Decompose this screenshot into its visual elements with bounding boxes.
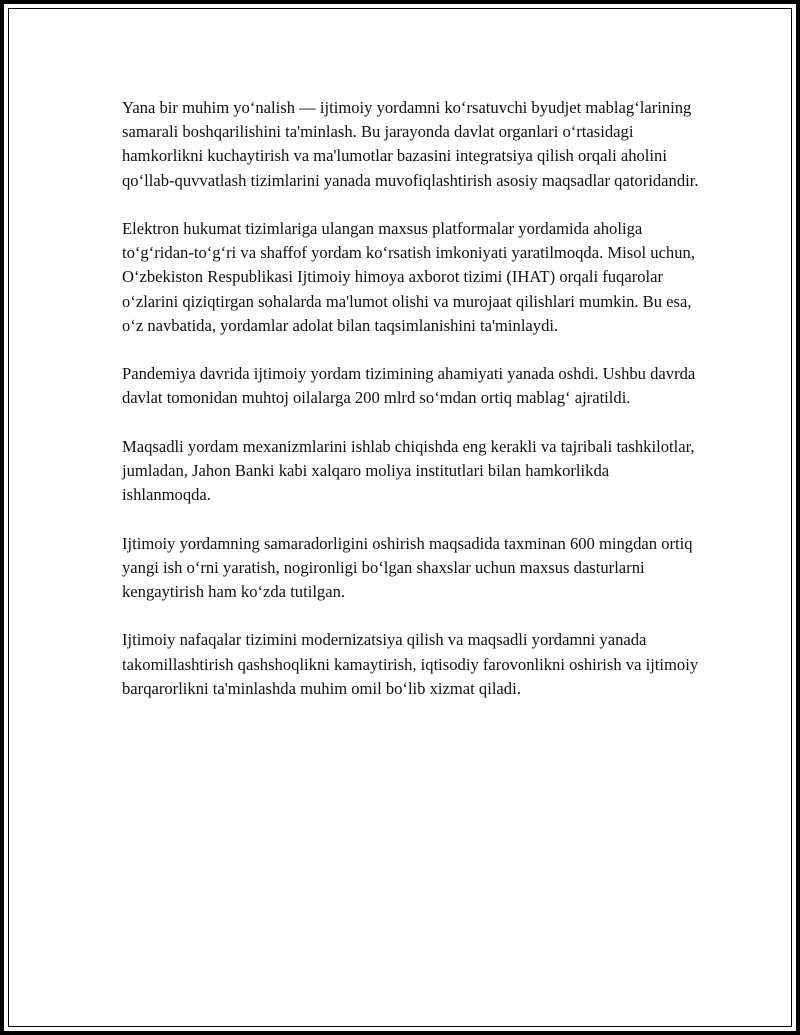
- paragraph-4: Maqsadli yordam mexanizmlarini ishlab chiqishda eng kerakli va tajribali tashkilotlar, jumladan, Jahon Banki kabi xalqaro moliya institutlari bilan hamkorlikda ishlanmoqda.: [122, 436, 695, 505]
- paragraph-5: Ijtimoiy yordamning samaradorligini oshirish maqsadida taxminan 600 mingdan ortiq yangi ish o‘rni yaratish, nogironligi bo‘lgan shaxslar uchun maxsus dasturlarni kengaytirish ham ko‘zda tutilgan.: [122, 533, 693, 601]
- document-body: [122, 96, 702, 725]
- paragraph-3: Pandemiya davrida ijtimoiy yordam tizimining ahamiyati yanada oshdi. Ushbu davrda davlat tomonidan muhtoj oilalarga 200 mlrd so‘mdan ortiq mablag‘ ajratildi.: [122, 364, 696, 408]
- paragraph-1: Yana bir muhim yo‘nalish — ijtimoiy yordamni ko‘rsatuvchi byudjet mablag‘larining samarali boshqarilishini ta'minlash. Bu jarayonda davlat organlari o‘rtasidagi hamkorlikni kuchaytirish va ma'lumotlar bazasini integratsiya qilish orqali aholini qo‘llab-quvvatlash tizimlarini yanada muvofiqlashtirish asosiy maqsadlar qatoridandir.: [122, 98, 699, 190]
- paragraph-6: Ijtimoiy nafaqalar tizimini modernizatsiya qilish va maqsadli yordamni yanada takomillashtirish qashshoqlikni kamaytirish, iqtisodiy farovonlikni oshirish va ijtimoiy barqarorlikni ta'minlashda muhim omil bo‘lib xizmat qiladi.: [122, 630, 699, 698]
- paragraph-2: Elektron hukumat tizimlariga ulangan maxsus platformalar yordamida aholiga to‘g‘ridan-to‘g‘ri va shaffof yordam ko‘rsatish imkoniyati yaratilmoqda. Misol uchun, O‘zbekiston Respublikasi Ijtimoiy himoya axborot tizimi (IHAT) orqali fuqarolar o‘zlarini qiziqtirgan sohalarda ma'lumot olishi va murojaat qilishlari mumkin. Bu esa, o‘z navbatida, yordamlar adolat bilan taqsimlanishini ta'minlaydi.: [122, 219, 695, 335]
